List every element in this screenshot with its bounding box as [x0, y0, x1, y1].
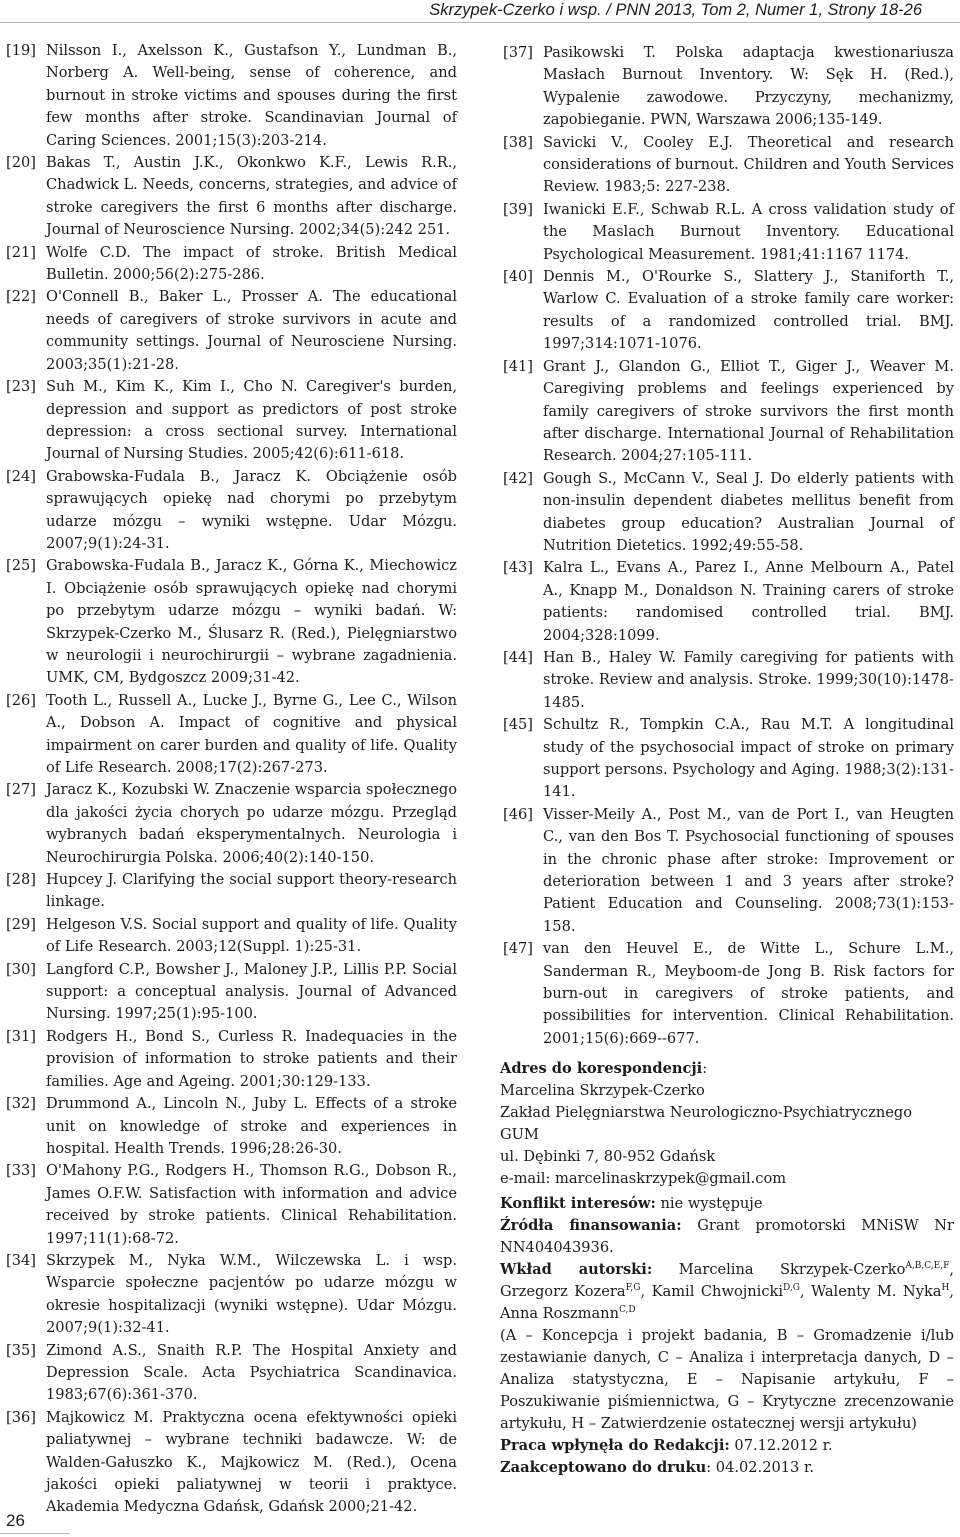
page-number-rule	[0, 1533, 70, 1534]
reference-number: [40]	[503, 268, 533, 286]
reference-text: Jaracz K., Kozubski W. Znaczenie wsparcia społecznego dla jakości życia chorych po udarze mózgu. Przegląd wybranych badań eksperymentalnych. Neurologia i Neurochirurgia Polska. 2006;40(2):140-150.	[46, 781, 457, 866]
reference-number: [37]	[503, 44, 533, 61]
reference-item	[6, 466, 457, 556]
running-title: Skrzypek-Czerko i wsp. / PNN 2013, Tom 2, Numer 1, Strony 18-26	[429, 1, 922, 19]
reference-text: Drummond A., Lincoln N., Juby L. Effects of a stroke unit on knowledge of stroke and experiences in hospital. Health Trends. 1996;28:26-30.	[46, 1095, 457, 1157]
references-left-column	[6, 40, 457, 1519]
reference-text: Wolfe C.D. The impact of stroke. British Medical Bulletin. 2000;56(2):275-286.	[46, 243, 457, 284]
reference-item	[503, 938, 954, 1050]
references-right-column	[503, 42, 954, 1050]
reference-item	[6, 779, 457, 869]
reference-item	[6, 286, 457, 376]
reference-item	[6, 40, 457, 152]
correspondence-heading: Adres do korespondencji:	[500, 1060, 708, 1077]
reference-number: [29]	[6, 915, 36, 933]
reference-item	[503, 199, 954, 266]
accepted-date: Zaakceptowano do druku: 04.02.2013 r.	[500, 1459, 814, 1476]
reference-item	[503, 647, 954, 714]
reference-number: [24]	[6, 467, 36, 485]
reference-item	[6, 376, 457, 466]
correspondence-email[interactable]: e-mail: marcelinaskrzypek@gmail.com	[500, 1170, 787, 1187]
reference-text: Majkowicz M. Praktyczna ocena efektywności opieki paliatywnej – wybrane techniki badawcze. W: de Walden-Gałuszko K., Majkowicz M. (Red.), Ocena jakości opieki paliatywnej w teorii i praktyce. Akademia Medyczna Gdańsk, Gdańsk 2000;21-42.	[46, 1408, 457, 1516]
contributor-separator: ,	[799, 1283, 812, 1300]
reference-number: [22]	[6, 288, 36, 306]
reference-number: [38]	[503, 133, 533, 151]
reference-item	[6, 152, 457, 242]
reference-number: [26]	[6, 691, 36, 709]
contributor-name: Kamil Chwojnicki	[651, 1283, 784, 1300]
reference-number: [33]	[6, 1162, 36, 1180]
reference-text: Han B., Haley W. Family caregiving for patients with stroke. Review and analysis. Stroke. 1999;30(10):1478-1485.	[543, 648, 954, 711]
reference-number: [25]	[6, 557, 36, 575]
received-date: Praca wpłynęła do Redakcji: 07.12.2012 r.	[500, 1437, 833, 1454]
reference-item	[6, 555, 457, 689]
reference-item	[503, 804, 954, 938]
contributor-separator: ,	[949, 1261, 954, 1278]
reference-item	[6, 1407, 457, 1519]
reference-item	[6, 1026, 457, 1093]
reference-text: Rodgers H., Bond S., Curless R. Inadequacies in the provision of information to stroke patients and their families. Age and Ageing. 2001;30:129-133.	[46, 1027, 457, 1090]
reference-text: O'Mahony P.G., Rodgers H., Thomson R.G., Dobson R., James O.F.W. Satisfaction with information and advice received by stroke patients. Clinical Rehabilitation. 1997;11(1):68-72.	[46, 1162, 457, 1247]
reference-text: Iwanicki E.F., Schwab R.L. A cross validation study of the Maslach Burnout Inventory. Educational Psychological Measurement. 1981;41:1167 1174.	[543, 200, 954, 263]
reference-number: [42]	[503, 469, 533, 487]
reference-text: Schultz R., Tompkin C.A., Rau M.T. A longitudinal study of the psychosocial impact of stroke on primary support persons. Psychology and Aging. 1988;3(2):131-141.	[543, 716, 954, 801]
contributor-name: Marcelina Skrzypek-Czerko	[652, 1261, 906, 1278]
running-header	[0, 0, 960, 23]
contributor-name: Grzegorz Kozera	[500, 1283, 626, 1300]
correspondence-block	[500, 1058, 954, 1190]
reference-text: O'Connell B., Baker L., Prosser A. The educational needs of caregivers of stroke survivors in acute and community settings. Journal of Neurosciene Nursing. 2003;35(1):21-28.	[46, 288, 457, 373]
reference-text: Grabowska-Fudala B., Jaracz K. Obciążenie osób sprawujących opiekę nad chorymi po przebytym udarze mózgu – wyniki wstępne. Udar Mózgu. 2007;9(1):24-31.	[46, 467, 457, 552]
reference-number: [23]	[6, 378, 36, 396]
reference-text: Dennis M., O'Rourke S., Slattery J., Staniforth T., Warlow C. Evaluation of a stroke family care worker: results of a randomized controlled trial. BMJ. 1997;314:1071-1076.	[543, 268, 954, 353]
reference-number: [46]	[503, 805, 533, 823]
contributor-roles: H	[941, 1283, 950, 1294]
reference-text: Skrzypek M., Nyka W.M., Wilczewska L. i wsp. Wsparcie społeczne pacjentów po udarze mózgu w okresie hospitalizacji (wyniki wstępne). Udar Mózgu. 2007;9(1):32-41.	[46, 1251, 457, 1337]
contributor-roles: A,B,C,E,F	[905, 1261, 950, 1272]
reference-number: [30]	[6, 960, 36, 978]
reference-text: Langford C.P., Bowsher J., Maloney J.P., Lillis P.P. Social support: a conceptual analysis. Journal of Advanced Nursing. 1997;25(1):95-100.	[46, 960, 457, 1023]
reference-number: [36]	[6, 1408, 36, 1426]
reference-number: [21]	[6, 243, 36, 261]
reference-item	[503, 468, 954, 558]
reference-item	[6, 1340, 457, 1407]
reference-text: Savicki V., Cooley E.J. Theoretical and research considerations of burnout. Children and Youth Services Review. 1983;5: 227-238.	[543, 133, 954, 196]
reference-item	[503, 132, 954, 199]
reference-text: Visser-Meily A., Post M., van de Port I., van Heugten C., van den Bos T. Psychosocial functioning of spouses in the chronic phase after stroke: Improvement or deterioration between 1 and 3 years after stroke? Patient Education and Counseling. 2008;73(1):153-158.	[543, 805, 954, 935]
reference-item	[6, 914, 457, 959]
reference-number: [20]	[6, 154, 36, 172]
reference-text: Suh M., Kim K., Kim I., Cho N. Caregiver's burden, depression and support as predictors of post stroke depression: a cross sectional survey. International Journal of Nursing Studies. 2005;42(6):611-618.	[46, 378, 457, 463]
reference-text: Tooth L., Russell A., Lucke J., Byrne G., Lee C., Wilson A., Dobson A. Impact of cognitive and physical impairment on carer burden and quality of life. Quality of Life Research. 2008;17(2):267-273.	[46, 691, 457, 776]
correspondence-institution: Zakład Pielęgniarstwa Neurologiczno-Psychiatrycznego GUM	[500, 1104, 913, 1143]
contributor-separator: ,	[949, 1283, 954, 1300]
reference-item	[503, 356, 954, 468]
reference-text: Helgeson V.S. Social support and quality of life. Quality of Life Research. 2003;12(Suppl. 1):25-31.	[46, 915, 457, 956]
reference-text: Grant J., Glandon G., Elliot T., Giger J., Weaver M. Caregiving problems and feelings experienced by family caregivers of stroke survivors the first month after discharge. International Journal of Rehabilitation Research. 2004;27:105-111.	[543, 357, 954, 465]
reference-item	[503, 42, 954, 132]
reference-number: [27]	[6, 781, 36, 799]
reference-number: [34]	[6, 1251, 36, 1269]
reference-text: Gough S., McCann V., Seal J. Do elderly patients with non-insulin dependent diabetes mellitus benefit from diabetes group education? Australian Journal of Nutrition Dietetics. 1992;49:55-58.	[543, 469, 954, 554]
reference-number: [31]	[6, 1027, 36, 1045]
reference-item	[503, 714, 954, 804]
reference-number: [35]	[6, 1341, 36, 1359]
reference-text: Pasikowski T. Polska adaptacja kwestionariusza Masłach Burnout Inventory. W: Sęk H. (Red.), Wypalenie zawodowe. Przyczyny, mechanizmy, zapobieganie. PWN, Warszawa 2006;135-149.	[543, 44, 954, 129]
reference-number: [32]	[6, 1095, 36, 1113]
contributor-roles: C,D	[618, 1305, 636, 1316]
reference-text: van den Heuvel E., de Witte L., Schure L.M., Sanderman R., Meyboom-de Jong B. Risk factors for burn-out in caregivers of stroke patients, and possibilities for intervention. Clinical Rehabilitation. 2001;15(6):669--677.	[543, 940, 954, 1047]
reference-text: Kalra L., Evans A., Parez I., Anne Melbourn A., Patel A., Knapp M., Donaldson N. Training carers of stroke patients: randomised controlled trial. BMJ. 2004;328:1099.	[543, 559, 954, 644]
reference-item	[6, 1250, 457, 1340]
reference-number: [28]	[6, 871, 36, 889]
reference-text: Bakas T., Austin J.K., Okonkwo K.F., Lewis R.R., Chadwick L. Needs, concerns, strategies, and advice of stroke caregivers the first 6 months after discharge. Journal of Neuroscience Nursing. 2002;34(5):242 251.	[46, 154, 457, 239]
reference-text: Grabowska-Fudala B., Jaracz K., Górna K., Miechowicz I. Obciążenie osób sprawujących opiekę nad chorymi po przebytym udarze mózgu – wyniki badań. W: Skrzypek-Czerko M., Ślusarz R. (Red.), Pielęgniarstwo w neurologii i neurochirurgii – wybrane zagadnienia. UMK, CM, Bydgoszcz 2009;31-42.	[46, 557, 457, 687]
contributor-separator: ,	[640, 1283, 652, 1300]
correspondence-name: Marcelina Skrzypek-Czerko	[500, 1082, 705, 1099]
reference-text: Hupcey J. Clarifying the social support theory-research linkage.	[46, 871, 457, 911]
author-contributions: Wkład autorski: Marcelina Skrzypek-Czerko$^{A,B,C,E,F}$, Grzegorz Kozera$^{F,G}$, Kamil Chwojnicki$^{D,G}$, Walenty M. Nyka$^H$, Anna Roszmann$^{C,D}$	[500, 1261, 954, 1322]
contribution-legend: (A – Koncepcja i projekt badania, B – Gromadzenie i/lub zestawianie danych, C – Analiza i interpretacja danych, D – Analiza statystyczna, E – Napisanie artykułu, F – Poszukiwanie piśmiennictwa, G – Krytyczne zrecenzowanie artykułu, H – Zatwierdzenie ostatecznej wersji artykułu)	[500, 1327, 954, 1432]
reference-number: [47]	[503, 940, 533, 958]
funding-sources: Źródła finansowania: Grant promotorski MNiSW Nr NN404043936.	[500, 1217, 954, 1256]
reference-item	[6, 242, 457, 287]
reference-text: Zimond A.S., Snaith R.P. The Hospital Anxiety and Depression Scale. Acta Psychiatrica Scandinavica. 1983;67(6):361-370.	[46, 1341, 457, 1404]
reference-item	[6, 1093, 457, 1160]
reference-number: [45]	[503, 716, 533, 734]
contributor-roles: D,G	[783, 1283, 800, 1294]
reference-item	[503, 266, 954, 356]
contributor-roles: F,G	[625, 1283, 641, 1294]
conflict-of-interest: Konflikt interesów: nie występuje	[500, 1195, 763, 1212]
reference-number: [41]	[503, 357, 533, 375]
reference-number: [19]	[6, 42, 36, 59]
reference-item	[6, 959, 457, 1026]
contributor-name: Anna Roszmann	[500, 1305, 619, 1322]
reference-item	[6, 690, 457, 780]
reference-item	[6, 869, 457, 914]
reference-item	[503, 557, 954, 647]
reference-number: [43]	[503, 559, 533, 577]
reference-text: Nilsson I., Axelsson K., Gustafson Y., Lundman B., Norberg A. Well-being, sense of coherence, and burnout in stroke victims and spouses during the first few months after stroke. Scandinavian Journal of Caring Sciences. 2001;15(3):203-214.	[46, 42, 457, 149]
contributor-name: Walenty M. Nyka	[811, 1283, 942, 1300]
reference-number: [44]	[503, 648, 533, 666]
reference-number: [39]	[503, 200, 533, 218]
reference-item	[6, 1160, 457, 1250]
disclosures-block	[500, 1193, 954, 1479]
page-number: 26	[6, 1511, 25, 1530]
correspondence-address: ul. Dębinki 7, 80-952 Gdańsk	[500, 1148, 716, 1165]
